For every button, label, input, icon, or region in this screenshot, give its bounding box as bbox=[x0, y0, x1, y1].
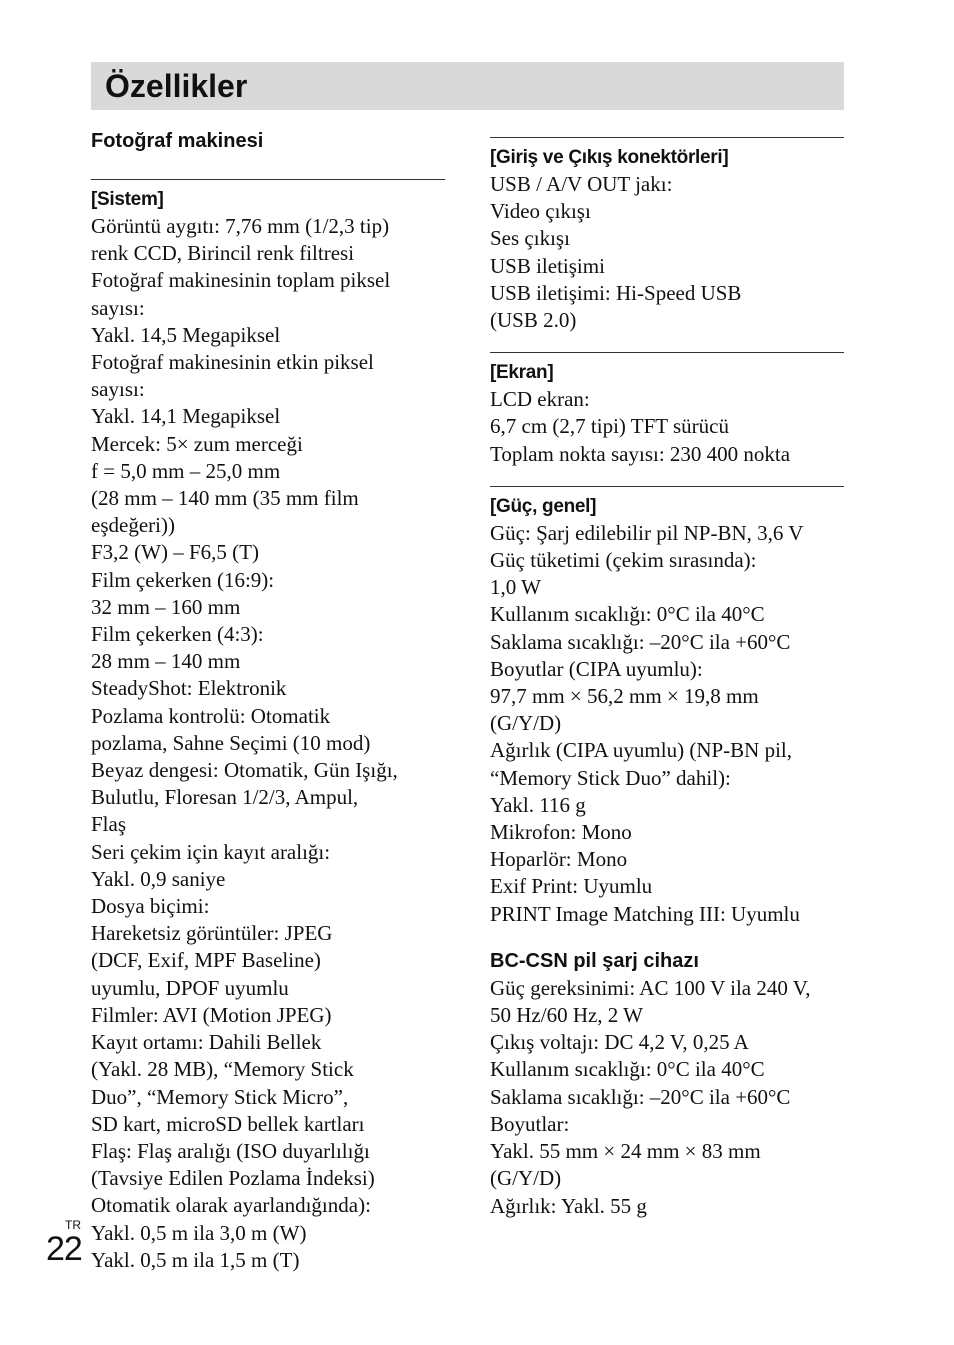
spec-entry: Mercek: 5× zum merceği f = 5,0 mm – 25,0 mm (28 mm – 140 mm (35 mm film eşdeğeri)) F3,2 (W) – F6,5 (T) Film çekerken (16:9): 32 mm – 160 mm Film çekerken (4:3): 28 mm – 140 mm bbox=[91, 431, 359, 674]
charger-heading: BC-CSN pil şarj cihazı bbox=[490, 949, 699, 972]
spec-entry: Saklama sıcaklığı: –20°C ila +60°C bbox=[490, 1084, 791, 1109]
spec-entry: Fotoğraf makinesinin etkin piksel sayısı: Yakl. 14,1 Megapiksel bbox=[91, 350, 374, 429]
language-code: TR bbox=[65, 1218, 81, 1232]
spec-entry: Kayıt ortamı: Dahili Bellek (Yakl. 28 MB), “Memory Stick Duo”, “Memory Stick Micro”, SD kart, microSD bellek kartları bbox=[91, 1030, 365, 1136]
spec-entry: SteadyShot: Elektronik bbox=[91, 676, 287, 701]
guc-section bbox=[490, 486, 844, 928]
spec-entry: Güç gereksinimi: AC 100 V ila 240 V, 50 Hz/60 Hz, 2 W bbox=[490, 975, 811, 1028]
guc-title: [Güç, genel] bbox=[490, 495, 597, 517]
spec-entry: Kullanım sıcaklığı: 0°C ila 40°C bbox=[490, 1057, 765, 1082]
spec-entry: Beyaz dengesi: Otomatik, Gün Işığı, Bulutlu, Floresan 1/2/3, Ampul, Flaş bbox=[91, 758, 398, 837]
sistem-title: [Sistem] bbox=[91, 189, 164, 210]
page-title: Özellikler bbox=[105, 68, 248, 104]
spec-entry: Kullanım sıcaklığı: 0°C ila 40°C bbox=[490, 602, 765, 627]
spec-entry: LCD ekran: 6,7 cm (2,7 tipi) TFT sürücü bbox=[490, 387, 729, 439]
page-title-bar bbox=[91, 62, 844, 110]
spec-entry: Toplam nokta sayısı: 230 400 nokta bbox=[490, 441, 791, 466]
spec-entry: Flaş: Flaş aralığı (ISO duyarlılığı (Tavsiye Edilen Pozlama İndeksi) Otomatik olarak ayarlandığında): Yakl. 0,5 m ila 3,0 m (W) Yakl. 0,5 m ila 1,5 m (T) bbox=[91, 1138, 375, 1272]
camera-heading: Fotoğraf makinesi bbox=[91, 130, 264, 152]
spec-entry: Görüntü aygıtı: 7,76 mm (1/2,3 tip) renk CCD, Birincil renk filtresi bbox=[91, 214, 390, 266]
spec-entry: Dosya biçimi: Hareketsiz görüntüler: JPEG (DCF, Exif, MPF Baseline) uyumlu, DPOF uyumlu Filmler: AVI (Motion JPEG) bbox=[91, 894, 333, 1027]
connectors-section bbox=[490, 137, 844, 334]
spec-entry: Fotoğraf makinesinin toplam piksel sayısı: Yakl. 14,5 Megapiksel bbox=[91, 268, 391, 347]
spec-entry: Boyutlar (CIPA uyumlu): 97,7 mm × 56,2 mm × 19,8 mm (G/Y/D) bbox=[490, 656, 759, 736]
spec-entry: Seri çekim için kayıt aralığı: Yakl. 0,9 saniye bbox=[91, 839, 331, 891]
page-footer bbox=[46, 1218, 82, 1266]
ekran-title: [Ekran] bbox=[490, 362, 554, 384]
spec-entry: Güç: Şarj edilebilir pil NP-BN, 3,6 V bbox=[490, 520, 804, 545]
spec-entry: Çıkış voltajı: DC 4,2 V, 0,25 A bbox=[490, 1030, 749, 1055]
spec-entry: Exif Print: Uyumlu bbox=[490, 874, 653, 899]
spec-entry: Boyutlar: Yakl. 55 mm × 24 mm × 83 mm (G/Y/D) bbox=[490, 1111, 761, 1191]
spec-entry: Hoparlör: Mono bbox=[490, 847, 628, 872]
spec-entry: Ağırlık: Yakl. 55 g bbox=[490, 1193, 647, 1218]
spec-entry: USB iletişimi: Hi-Speed USB (USB 2.0) bbox=[490, 280, 742, 333]
sistem-section bbox=[91, 179, 445, 1274]
left-column bbox=[91, 128, 445, 1274]
connectors-title: [Giriş ve Çıkış konektörleri] bbox=[490, 147, 729, 168]
spec-entry: PRINT Image Matching III: Uyumlu bbox=[490, 901, 800, 926]
spec-entry: Pozlama kontrolü: Otomatik pozlama, Sahne Seçimi (10 mod) bbox=[91, 703, 371, 755]
spec-entry: Saklama sıcaklığı: –20°C ila +60°C bbox=[490, 629, 791, 654]
spec-entry: USB / A/V OUT jakı: Video çıkışı Ses çıkışı USB iletişimi bbox=[490, 172, 673, 278]
ekran-section bbox=[490, 352, 844, 468]
spec-entry: Güç tüketimi (çekim sırasında): 1,0 W bbox=[490, 548, 757, 600]
spec-entry: Ağırlık (CIPA uyumlu) (NP-BN pil, “Memory Stick Duo” dahil): Yakl. 116 g bbox=[490, 738, 792, 817]
spec-entry: Mikrofon: Mono bbox=[490, 820, 632, 845]
page-number: 22 bbox=[46, 1230, 82, 1268]
right-column bbox=[490, 137, 844, 1220]
charger-section bbox=[490, 975, 844, 1220]
